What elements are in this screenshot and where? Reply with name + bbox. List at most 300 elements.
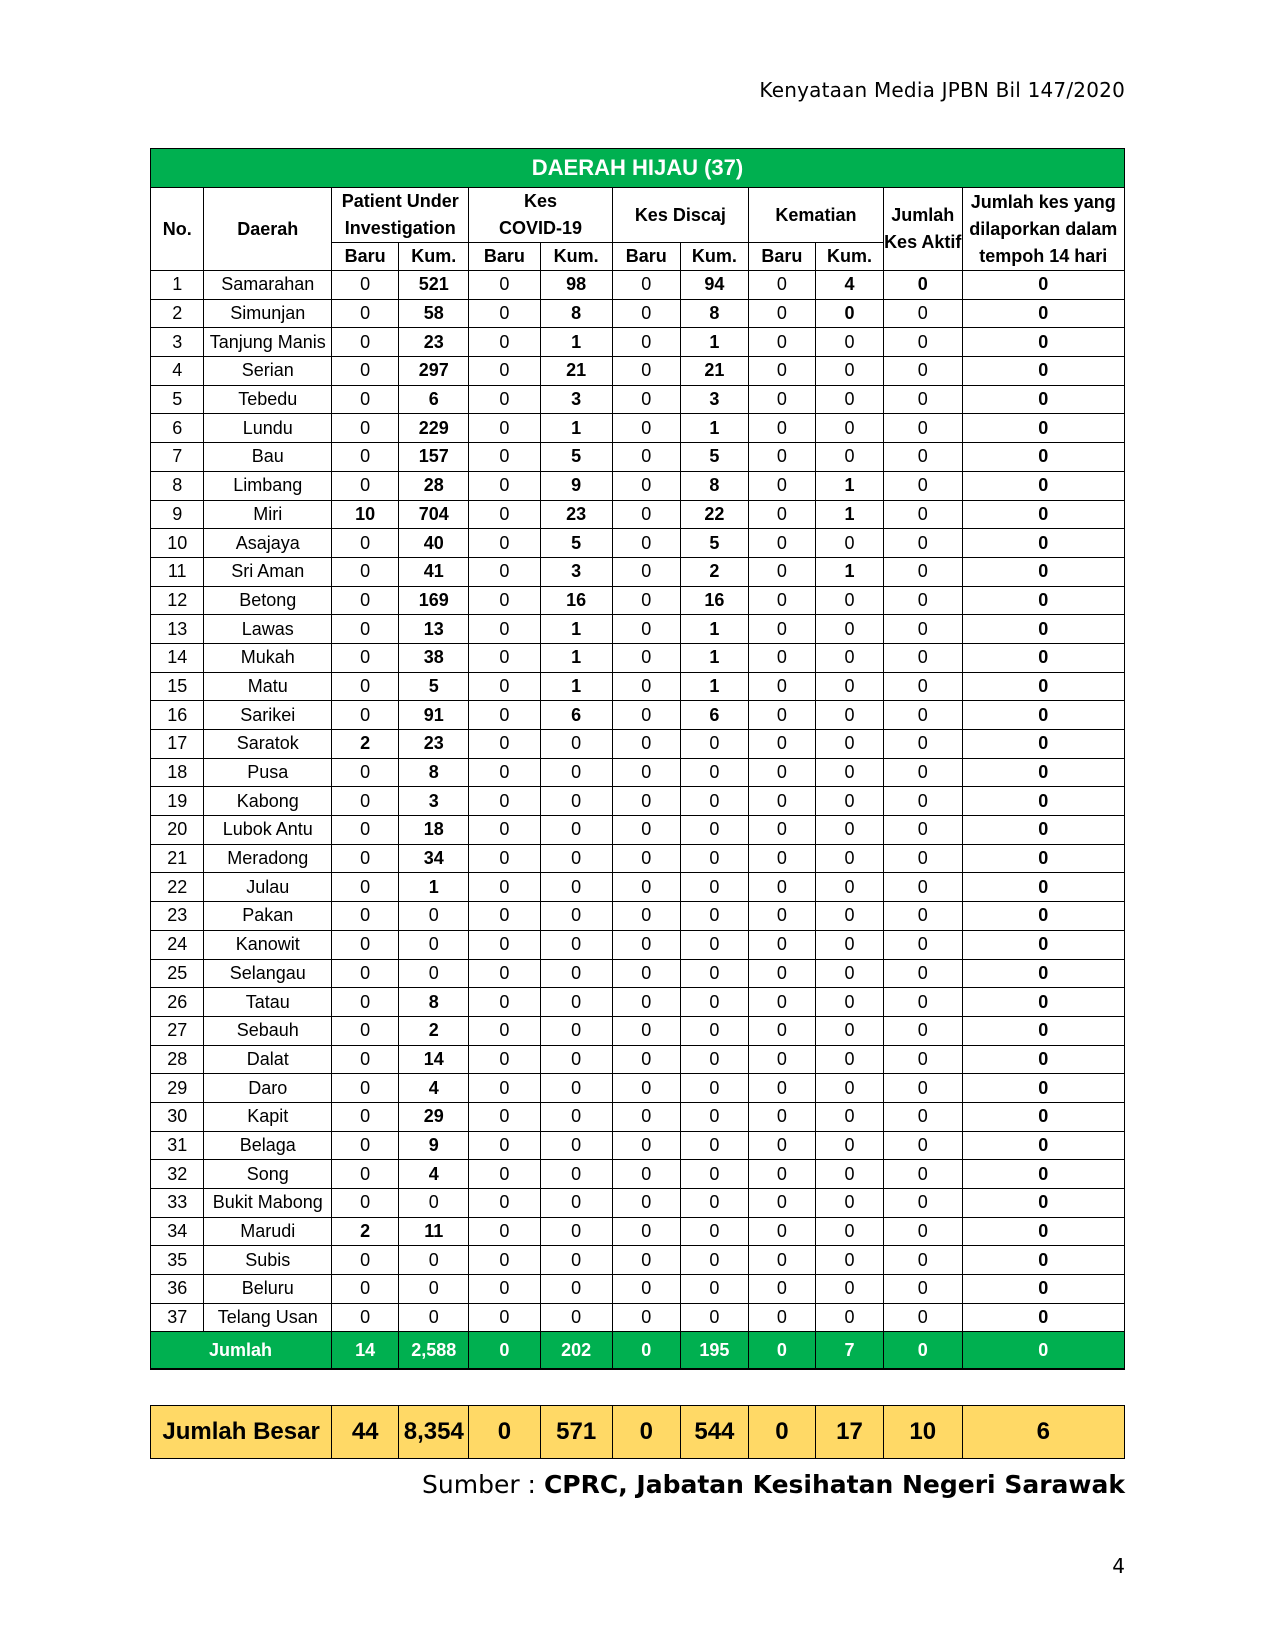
cell-daerah: Belaga (204, 1131, 332, 1160)
cell-kematian-kum: 0 (815, 930, 883, 959)
cell-kematian-baru: 0 (748, 471, 815, 500)
cell-pui-kum: 0 (399, 930, 469, 959)
cell-kes-baru: 0 (469, 500, 540, 529)
cell-kes-kum: 1 (540, 672, 612, 701)
cell-kes-aktif: 0 (883, 1102, 962, 1131)
cell-kes-baru: 0 (469, 1074, 540, 1103)
cell-kes-aktif: 0 (883, 1275, 962, 1304)
cell-discaj-baru: 0 (612, 1016, 680, 1045)
cell-kes-kum: 0 (540, 902, 612, 931)
cell-no: 36 (151, 1275, 204, 1304)
cell-discaj-kum: 0 (680, 988, 748, 1017)
cell-kes-aktif: 0 (883, 816, 962, 845)
cell-discaj-kum: 22 (680, 500, 748, 529)
cell-pui-kum: 5 (399, 672, 469, 701)
cell-daerah: Meradong (204, 844, 332, 873)
cell-kes-kum: 0 (540, 1160, 612, 1189)
cell-daerah: Telang Usan (204, 1303, 332, 1332)
cell-daerah: Dalat (204, 1045, 332, 1074)
cell-kes-baru: 0 (469, 730, 540, 759)
cell-discaj-kum: 3 (680, 385, 748, 414)
cell-kes-baru: 0 (469, 443, 540, 472)
total-cell: 14 (332, 1332, 399, 1370)
cell-discaj-kum: 1 (680, 643, 748, 672)
cell-kes-kum: 16 (540, 586, 612, 615)
total-cell: 202 (540, 1332, 612, 1370)
cell-kes-aktif: 0 (883, 959, 962, 988)
cell-discaj-baru: 0 (612, 443, 680, 472)
cell-kes-kum: 98 (540, 271, 612, 300)
cell-daerah: Matu (204, 672, 332, 701)
cell-daerah: Sri Aman (204, 557, 332, 586)
cell-kes-kum: 21 (540, 357, 612, 386)
cell-kes-aktif: 0 (883, 873, 962, 902)
cell-pui-baru: 0 (332, 643, 399, 672)
cell-kematian-baru: 0 (748, 1217, 815, 1246)
subheader-baru: Baru (469, 243, 540, 271)
cell-discaj-kum: 1 (680, 328, 748, 357)
cell-kes-baru: 0 (469, 787, 540, 816)
cell-kematian-kum: 0 (815, 385, 883, 414)
source-line (422, 1470, 1125, 1499)
cell-discaj-baru: 0 (612, 385, 680, 414)
grand-total-cell: 544 (680, 1406, 748, 1459)
cell-daerah: Simunjan (204, 299, 332, 328)
cell-14-hari: 0 (962, 988, 1124, 1017)
cell-kematian-baru: 0 (748, 328, 815, 357)
cell-14-hari: 0 (962, 1045, 1124, 1074)
cell-pui-baru: 0 (332, 357, 399, 386)
cell-discaj-kum: 8 (680, 299, 748, 328)
cell-no: 11 (151, 557, 204, 586)
cell-kes-aktif: 0 (883, 1160, 962, 1189)
cell-discaj-kum: 0 (680, 959, 748, 988)
cell-pui-baru: 0 (332, 1160, 399, 1189)
table-row (151, 529, 1125, 558)
cell-pui-kum: 38 (399, 643, 469, 672)
cell-kematian-baru: 0 (748, 758, 815, 787)
cell-pui-baru: 0 (332, 1016, 399, 1045)
cell-pui-kum: 14 (399, 1045, 469, 1074)
cell-daerah: Lundu (204, 414, 332, 443)
cell-kematian-baru: 0 (748, 357, 815, 386)
cell-discaj-kum: 0 (680, 1189, 748, 1218)
cell-14-hari: 0 (962, 471, 1124, 500)
grand-total-cell: 44 (332, 1406, 399, 1459)
cell-kematian-baru: 0 (748, 414, 815, 443)
table-row (151, 471, 1125, 500)
cell-kes-baru: 0 (469, 902, 540, 931)
cell-pui-baru: 0 (332, 672, 399, 701)
cell-kes-aktif: 0 (883, 500, 962, 529)
cell-kematian-kum: 0 (815, 873, 883, 902)
cell-discaj-baru: 0 (612, 902, 680, 931)
cell-kes-aktif: 0 (883, 787, 962, 816)
cell-kematian-baru: 0 (748, 557, 815, 586)
header-kes-discaj: Kes Discaj (612, 188, 748, 243)
total-cell: 0 (469, 1332, 540, 1370)
cell-discaj-kum: 5 (680, 443, 748, 472)
cell-14-hari: 0 (962, 385, 1124, 414)
cell-kes-baru: 0 (469, 557, 540, 586)
cell-kes-aktif: 0 (883, 988, 962, 1017)
table-row (151, 930, 1125, 959)
cell-pui-baru: 0 (332, 271, 399, 300)
cell-kes-kum: 0 (540, 1275, 612, 1304)
cell-14-hari: 0 (962, 586, 1124, 615)
table-row (151, 1131, 1125, 1160)
cell-kes-kum: 0 (540, 844, 612, 873)
cell-kematian-baru: 0 (748, 1160, 815, 1189)
header-no: No. (151, 188, 204, 271)
cell-pui-baru: 0 (332, 844, 399, 873)
cell-14-hari: 0 (962, 615, 1124, 644)
cell-kes-baru: 0 (469, 988, 540, 1017)
cell-kematian-baru: 0 (748, 816, 815, 845)
cell-kematian-kum: 4 (815, 271, 883, 300)
cell-14-hari: 0 (962, 816, 1124, 845)
cell-kematian-kum: 0 (815, 357, 883, 386)
cell-kematian-kum: 0 (815, 1246, 883, 1275)
cell-kematian-baru: 0 (748, 730, 815, 759)
cell-daerah: Lubok Antu (204, 816, 332, 845)
table-row (151, 557, 1125, 586)
cell-daerah: Kapit (204, 1102, 332, 1131)
cell-discaj-baru: 0 (612, 730, 680, 759)
cell-daerah: Subis (204, 1246, 332, 1275)
cell-pui-baru: 0 (332, 930, 399, 959)
cell-kes-kum: 3 (540, 385, 612, 414)
cell-pui-kum: 4 (399, 1074, 469, 1103)
cell-daerah: Tatau (204, 988, 332, 1017)
cell-daerah: Betong (204, 586, 332, 615)
cell-kes-baru: 0 (469, 1275, 540, 1304)
grand-total-cell: 10 (884, 1406, 963, 1459)
cell-pui-kum: 18 (399, 816, 469, 845)
cell-discaj-baru: 0 (612, 586, 680, 615)
cell-kes-kum: 0 (540, 787, 612, 816)
cell-daerah: Serian (204, 357, 332, 386)
header-pui: Patient Under Investigation (332, 188, 469, 243)
cell-discaj-baru: 0 (612, 1246, 680, 1275)
cell-pui-kum: 58 (399, 299, 469, 328)
cell-daerah: Pusa (204, 758, 332, 787)
cell-14-hari: 0 (962, 758, 1124, 787)
cell-kes-baru: 0 (469, 701, 540, 730)
cell-kematian-baru: 0 (748, 500, 815, 529)
cell-kematian-kum: 0 (815, 443, 883, 472)
cell-kematian-kum: 0 (815, 787, 883, 816)
cell-14-hari: 0 (962, 730, 1124, 759)
cell-no: 21 (151, 844, 204, 873)
cell-no: 28 (151, 1045, 204, 1074)
document-header: Kenyataan Media JPBN Bil 147/2020 (759, 78, 1125, 102)
grand-total-label: Jumlah Besar (151, 1406, 332, 1459)
cell-discaj-baru: 0 (612, 1074, 680, 1103)
cell-pui-baru: 0 (332, 1045, 399, 1074)
cell-discaj-kum: 0 (680, 758, 748, 787)
cell-pui-kum: 3 (399, 787, 469, 816)
cell-daerah: Marudi (204, 1217, 332, 1246)
cell-daerah: Song (204, 1160, 332, 1189)
cell-discaj-baru: 0 (612, 988, 680, 1017)
cell-discaj-baru: 0 (612, 414, 680, 443)
cell-discaj-kum: 0 (680, 1217, 748, 1246)
cell-kematian-baru: 0 (748, 701, 815, 730)
cell-kes-aktif: 0 (883, 328, 962, 357)
cell-daerah: Tanjung Manis (204, 328, 332, 357)
cell-14-hari: 0 (962, 959, 1124, 988)
header-jumlah-14-hari: Jumlah kes yang dilaporkan dalam tempoh 14 hari (962, 188, 1124, 271)
cell-pui-kum: 157 (399, 443, 469, 472)
cell-no: 20 (151, 816, 204, 845)
cell-kes-baru: 0 (469, 615, 540, 644)
cell-kematian-baru: 0 (748, 529, 815, 558)
cell-kematian-baru: 0 (748, 1045, 815, 1074)
cell-pui-baru: 0 (332, 443, 399, 472)
table-row (151, 643, 1125, 672)
daerah-hijau-table (150, 148, 1125, 1370)
cell-kes-aktif: 0 (883, 299, 962, 328)
cell-kes-kum: 0 (540, 959, 612, 988)
cell-pui-baru: 2 (332, 1217, 399, 1246)
subheader-kum: Kum. (540, 243, 612, 271)
source-prefix: Sumber : (422, 1470, 544, 1499)
cell-discaj-kum: 1 (680, 414, 748, 443)
cell-kes-baru: 0 (469, 643, 540, 672)
cell-daerah: Samarahan (204, 271, 332, 300)
total-cell: 0 (612, 1332, 680, 1370)
table-row (151, 443, 1125, 472)
cell-kes-baru: 0 (469, 1160, 540, 1189)
cell-14-hari: 0 (962, 1275, 1124, 1304)
cell-kes-baru: 0 (469, 1189, 540, 1218)
grand-total-cell: 571 (540, 1406, 612, 1459)
cell-kes-aktif: 0 (883, 557, 962, 586)
cell-kematian-kum: 0 (815, 758, 883, 787)
cell-no: 30 (151, 1102, 204, 1131)
table-row (151, 1246, 1125, 1275)
cell-kematian-kum: 1 (815, 557, 883, 586)
cell-14-hari: 0 (962, 1246, 1124, 1275)
cell-daerah: Mukah (204, 643, 332, 672)
cell-kematian-kum: 0 (815, 299, 883, 328)
cell-kes-aktif: 0 (883, 930, 962, 959)
cell-kes-aktif: 0 (883, 385, 962, 414)
cell-14-hari: 0 (962, 357, 1124, 386)
cell-discaj-baru: 0 (612, 787, 680, 816)
cell-kes-aktif: 0 (883, 586, 962, 615)
cell-daerah: Bau (204, 443, 332, 472)
subheader-baru: Baru (612, 243, 680, 271)
cell-kes-kum: 0 (540, 1074, 612, 1103)
cell-pui-kum: 0 (399, 902, 469, 931)
grand-total-cell: 8,354 (399, 1406, 469, 1459)
cell-kes-baru: 0 (469, 1045, 540, 1074)
cell-discaj-baru: 0 (612, 1275, 680, 1304)
cell-kes-baru: 0 (469, 271, 540, 300)
cell-no: 12 (151, 586, 204, 615)
cell-kes-aktif: 0 (883, 271, 962, 300)
cell-14-hari: 0 (962, 1074, 1124, 1103)
cell-pui-baru: 0 (332, 873, 399, 902)
cell-pui-kum: 0 (399, 959, 469, 988)
cell-no: 27 (151, 1016, 204, 1045)
cell-discaj-kum: 6 (680, 701, 748, 730)
cell-pui-kum: 23 (399, 328, 469, 357)
cell-kes-kum: 0 (540, 1189, 612, 1218)
cell-discaj-baru: 0 (612, 1160, 680, 1189)
cell-pui-kum: 297 (399, 357, 469, 386)
total-label: Jumlah (151, 1332, 332, 1370)
cell-kematian-baru: 0 (748, 873, 815, 902)
cell-kes-aktif: 0 (883, 1016, 962, 1045)
cell-pui-kum: 40 (399, 529, 469, 558)
cell-14-hari: 0 (962, 844, 1124, 873)
cell-kematian-baru: 0 (748, 1102, 815, 1131)
table-row (151, 758, 1125, 787)
cell-discaj-kum: 0 (680, 1074, 748, 1103)
cell-kematian-kum: 0 (815, 902, 883, 931)
cell-kes-baru: 0 (469, 1217, 540, 1246)
cell-discaj-baru: 0 (612, 930, 680, 959)
cell-no: 35 (151, 1246, 204, 1275)
cell-daerah: Beluru (204, 1275, 332, 1304)
cell-daerah: Kanowit (204, 930, 332, 959)
grand-total-cell: 0 (469, 1406, 540, 1459)
cell-kes-kum: 0 (540, 873, 612, 902)
cell-kes-baru: 0 (469, 1102, 540, 1131)
cell-daerah: Kabong (204, 787, 332, 816)
cell-kes-kum: 1 (540, 414, 612, 443)
cell-kematian-baru: 0 (748, 615, 815, 644)
cell-14-hari: 0 (962, 414, 1124, 443)
cell-kematian-baru: 0 (748, 988, 815, 1017)
cell-pui-baru: 0 (332, 959, 399, 988)
cell-daerah: Daro (204, 1074, 332, 1103)
cell-kes-baru: 0 (469, 1246, 540, 1275)
cell-pui-kum: 13 (399, 615, 469, 644)
cell-pui-baru: 0 (332, 529, 399, 558)
cell-discaj-baru: 0 (612, 844, 680, 873)
cell-daerah: Selangau (204, 959, 332, 988)
grand-total-cell: 6 (962, 1406, 1124, 1459)
cell-no: 10 (151, 529, 204, 558)
cell-kes-kum: 1 (540, 328, 612, 357)
cell-kematian-baru: 0 (748, 271, 815, 300)
cell-no: 8 (151, 471, 204, 500)
cell-kematian-kum: 0 (815, 1131, 883, 1160)
cell-14-hari: 0 (962, 643, 1124, 672)
cell-daerah: Saratok (204, 730, 332, 759)
cell-pui-baru: 0 (332, 615, 399, 644)
cell-kematian-kum: 0 (815, 328, 883, 357)
source-text: CPRC, Jabatan Kesihatan Negeri Sarawak (543, 1470, 1125, 1499)
cell-pui-baru: 0 (332, 385, 399, 414)
cell-daerah: Limbang (204, 471, 332, 500)
table-row (151, 672, 1125, 701)
cell-discaj-baru: 0 (612, 1102, 680, 1131)
cell-pui-baru: 0 (332, 299, 399, 328)
cell-discaj-baru: 0 (612, 959, 680, 988)
table-row (151, 1016, 1125, 1045)
cell-kematian-kum: 0 (815, 1045, 883, 1074)
cell-kes-aktif: 0 (883, 443, 962, 472)
cell-kes-aktif: 0 (883, 1246, 962, 1275)
cell-kes-baru: 0 (469, 1303, 540, 1332)
total-cell: 0 (962, 1332, 1124, 1370)
cell-discaj-kum: 0 (680, 902, 748, 931)
cell-kes-baru: 0 (469, 1016, 540, 1045)
cell-discaj-baru: 0 (612, 701, 680, 730)
cell-kes-baru: 0 (469, 672, 540, 701)
table-row (151, 1102, 1125, 1131)
table-row (151, 299, 1125, 328)
cell-kematian-baru: 0 (748, 959, 815, 988)
cell-pui-baru: 0 (332, 1131, 399, 1160)
cell-kematian-baru: 0 (748, 1131, 815, 1160)
cell-kematian-kum: 0 (815, 959, 883, 988)
cell-discaj-baru: 0 (612, 299, 680, 328)
cell-discaj-baru: 0 (612, 1303, 680, 1332)
cell-discaj-baru: 0 (612, 873, 680, 902)
cell-kes-baru: 0 (469, 873, 540, 902)
cell-discaj-kum: 0 (680, 1246, 748, 1275)
table-row (151, 988, 1125, 1017)
cell-discaj-kum: 0 (680, 730, 748, 759)
cell-pui-baru: 0 (332, 471, 399, 500)
cell-no: 29 (151, 1074, 204, 1103)
cell-kes-baru: 0 (469, 758, 540, 787)
cell-14-hari: 0 (962, 1131, 1124, 1160)
cell-kes-aktif: 0 (883, 615, 962, 644)
cell-no: 19 (151, 787, 204, 816)
cell-pui-baru: 0 (332, 328, 399, 357)
cell-kematian-kum: 0 (815, 701, 883, 730)
cell-kes-kum: 0 (540, 988, 612, 1017)
header-kematian: Kematian (748, 188, 883, 243)
table-row (151, 357, 1125, 386)
cell-daerah: Tebedu (204, 385, 332, 414)
cell-kes-aktif: 0 (883, 1074, 962, 1103)
cell-pui-baru: 0 (332, 1246, 399, 1275)
cell-pui-kum: 1 (399, 873, 469, 902)
cell-kematian-baru: 0 (748, 930, 815, 959)
cell-14-hari: 0 (962, 557, 1124, 586)
cell-kematian-kum: 0 (815, 1303, 883, 1332)
cell-kes-baru: 0 (469, 816, 540, 845)
cell-no: 32 (151, 1160, 204, 1189)
table-row (151, 1275, 1125, 1304)
cell-no: 7 (151, 443, 204, 472)
cell-pui-kum: 0 (399, 1275, 469, 1304)
cell-kematian-kum: 1 (815, 500, 883, 529)
cell-14-hari: 0 (962, 1303, 1124, 1332)
cell-kematian-kum: 0 (815, 730, 883, 759)
table-row (151, 816, 1125, 845)
table-row (151, 902, 1125, 931)
cell-kematian-baru: 0 (748, 299, 815, 328)
table-row (151, 730, 1125, 759)
cell-no: 26 (151, 988, 204, 1017)
cell-kematian-kum: 0 (815, 1160, 883, 1189)
cell-pui-baru: 0 (332, 1189, 399, 1218)
cell-kes-baru: 0 (469, 414, 540, 443)
cell-daerah: Pakan (204, 902, 332, 931)
total-cell: 2,588 (399, 1332, 469, 1370)
cell-kematian-baru: 0 (748, 1275, 815, 1304)
cell-kematian-baru: 0 (748, 643, 815, 672)
